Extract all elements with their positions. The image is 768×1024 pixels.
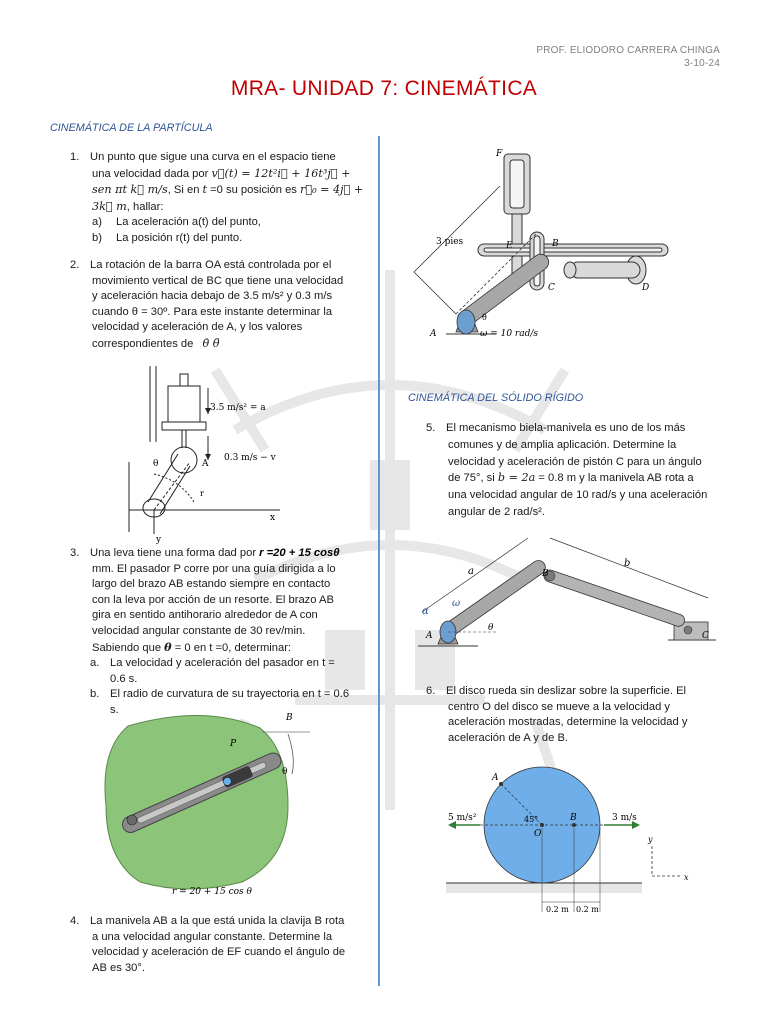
sub-item-letter: b. [90, 688, 100, 701]
point-a-label: A [426, 631, 433, 641]
problem-text: velocidad y aceleración de A, y los valores [92, 321, 303, 334]
column-divider [378, 136, 380, 986]
problem-text: El mecanismo biela-manivela es uno de los más [446, 422, 686, 434]
point-b-label: B [286, 713, 293, 723]
problem-text: La rotación de la barra OA está controlada por el [90, 259, 332, 271]
sub-item-text: La aceleración a(t) del punto, [116, 216, 261, 229]
problem-text: y aceleración hacia debajo de 3.5 m/s² y 0.3 m/s [92, 290, 333, 303]
point-o-label: O [534, 829, 542, 839]
problem-1 [70, 150, 370, 247]
problem-text: mm. El pasador P corre por una guía dirigida a lo [92, 562, 336, 575]
length-equation: b = 2a [497, 471, 536, 485]
angle-derivatives: θ̇ θ̈ [202, 336, 220, 350]
acceleration-label: 5 m/s² [448, 813, 477, 823]
cam-equation-label: r = 20 + 15 cos θ [172, 887, 252, 897]
point-d-label: D [642, 283, 650, 293]
point-a-label: A [202, 459, 209, 469]
problem-text: t [202, 183, 208, 197]
point-c-label: C [702, 631, 709, 641]
problem-4 [70, 914, 370, 976]
distance-label-2: 0.2 m [576, 905, 599, 914]
point-p-label: P [230, 739, 237, 749]
figure-problem-2 [120, 362, 290, 544]
sub-item-text: 0.6 s. [110, 672, 138, 685]
problem-text: largo del brazo AB estando siempre en contacto [92, 578, 331, 591]
length-label: 3 pies [436, 237, 464, 247]
point-a-label: A [430, 329, 437, 339]
angle-label: 45° [524, 815, 539, 824]
theta-symbol: θ [164, 639, 172, 654]
problem-text: , Si en [167, 184, 203, 197]
length-a-label: a [468, 566, 474, 577]
problem-text: Sabiendo que [92, 641, 165, 654]
problem-number: 6. [426, 685, 436, 697]
problem-number: 2. [70, 259, 80, 271]
problem-text: centro O del disco se mueve a la velocidad y [448, 700, 671, 713]
problem-text: velocidad y aceleración de pistón C para un ángulo [448, 455, 702, 468]
sub-item-text: La velocidad y aceleración del pasador en t = [110, 657, 335, 670]
problem-number: 4. [70, 915, 80, 927]
theta-label: θ [482, 313, 487, 322]
problem-text: Una leva tiene una forma dad por [90, 547, 260, 559]
sub-item-text: El radio de curvatura de su trayectoria en t = 0.6 [110, 688, 350, 701]
problem-text: a una velocidad angular constante. Determine la [92, 930, 333, 943]
problem-text: Un punto que sigue una curva en el espacio tiene [90, 151, 336, 163]
accel-label: 3.5 m/s² = a [210, 403, 266, 413]
problem-text: =0 su posición es [207, 184, 301, 197]
page-title: MRA- UNIDAD 7: CINEMÁTICA [230, 77, 538, 100]
figure-problem-6 [440, 762, 700, 920]
figure-problem-3 [92, 710, 310, 898]
problem-text: aceleración mostradas, determine la velocidad y [448, 716, 688, 729]
header-date: 3-10-24 [684, 58, 720, 69]
problem-3 [70, 546, 370, 719]
problem-text: movimiento vertical de BC que tiene una velocidad [92, 274, 344, 287]
problem-text: cuando θ = 30º. Para este instante determinar la [92, 305, 333, 318]
y-axis-label: y [648, 835, 653, 844]
cam-equation: r =20 + 15 cosθ [259, 547, 340, 559]
header-block [536, 44, 720, 70]
point-c-label: C [548, 283, 555, 293]
section-heading-rigid-body: CINEMÁTICA DEL SÓLIDO RÍGIDO [408, 392, 584, 404]
figure-problem-4 [400, 144, 700, 344]
sub-item-text: s. [110, 703, 119, 716]
theta-label: θ [488, 623, 494, 633]
point-e-label: E [506, 241, 513, 251]
problem-text: El disco rueda sin deslizar sobre la superficie. El [446, 685, 687, 697]
problem-text: velocidad angular constante de 30 rev/min. [92, 624, 306, 637]
x-axis-label: x [684, 873, 689, 882]
problem-number: 3. [70, 547, 80, 559]
theta-label: θ [153, 459, 159, 469]
point-b-label: B [552, 239, 559, 249]
problem-text: correspondientes de [92, 337, 194, 350]
problem-text: una velocidad dada por [92, 167, 212, 180]
problem-2 [70, 258, 370, 353]
velocity-equation: v⃗(t) = 12t²i⃗ + 16t³j⃗ + [211, 166, 351, 180]
sub-item-letter: a. [90, 657, 100, 670]
point-b-label: B [570, 813, 577, 823]
velocity-label: 3 m/s [612, 813, 637, 823]
sub-item-text: La posición r(t) del punto. [116, 231, 243, 244]
angular-velocity-label: ω = 10 rad/s [480, 329, 538, 339]
problem-text: aceleración de A y de B. [448, 731, 569, 744]
x-axis-label: x [270, 513, 276, 523]
position-equation: 3k⃗ m [92, 199, 127, 213]
problem-text: = 0 en t =0, determinar: [171, 641, 292, 654]
sub-item-letter: b) [92, 231, 102, 244]
point-b-label: B [542, 569, 549, 579]
problem-text: comunes y de amplia aplicación. Determine la [448, 438, 677, 451]
position-equation: r⃗₀ = 4j⃗ + [300, 183, 364, 197]
problem-6 [426, 684, 722, 746]
y-axis-label: y [156, 535, 162, 544]
alpha-label: α [422, 606, 429, 617]
professor-name: PROF. ELIODORO CARRERA CHINGA [536, 45, 720, 56]
problem-text: gira en sentido antihorario alrededor de A con [92, 609, 318, 622]
distance-label-1: 0.2 m [546, 905, 569, 914]
omega-label: ω [452, 598, 461, 609]
theta-label: θ [282, 767, 288, 777]
problem-text: AB es 30°. [92, 961, 145, 974]
problem-text: angular de 2 rad/s². [448, 505, 546, 518]
velocity-label: 0.3 m/s − v [224, 453, 276, 463]
problem-text: una velocidad angular de 10 rad/s y una aceleración [448, 489, 708, 502]
velocity-equation: sen πt k⃗ m/s [92, 183, 168, 197]
problem-text: con la leva por acción de un resorte. El brazo AB [92, 593, 334, 606]
length-b-label: b [624, 558, 631, 569]
problem-text: , hallar: [126, 200, 164, 213]
point-a-label: A [492, 773, 499, 783]
sub-item-letter: a) [92, 216, 102, 229]
problem-number: 5. [426, 422, 436, 434]
problem-number: 1. [70, 151, 80, 163]
problem-text: La manivela AB a la que está unida la clavija B rota [90, 915, 345, 927]
problem-text: de 75°, si [448, 472, 498, 485]
problem-5 [426, 420, 722, 521]
problem-text: = 0.8 m y la manivela AB rota a [535, 472, 694, 485]
point-f-label: F [496, 149, 503, 159]
problem-text: velocidad y aceleración de EF cuando el ángulo de [92, 946, 346, 959]
figure-problem-5 [418, 534, 718, 654]
section-heading-particle: CINEMÁTICA DE LA PARTÍCULA [50, 122, 213, 134]
r-label: r [200, 489, 204, 498]
